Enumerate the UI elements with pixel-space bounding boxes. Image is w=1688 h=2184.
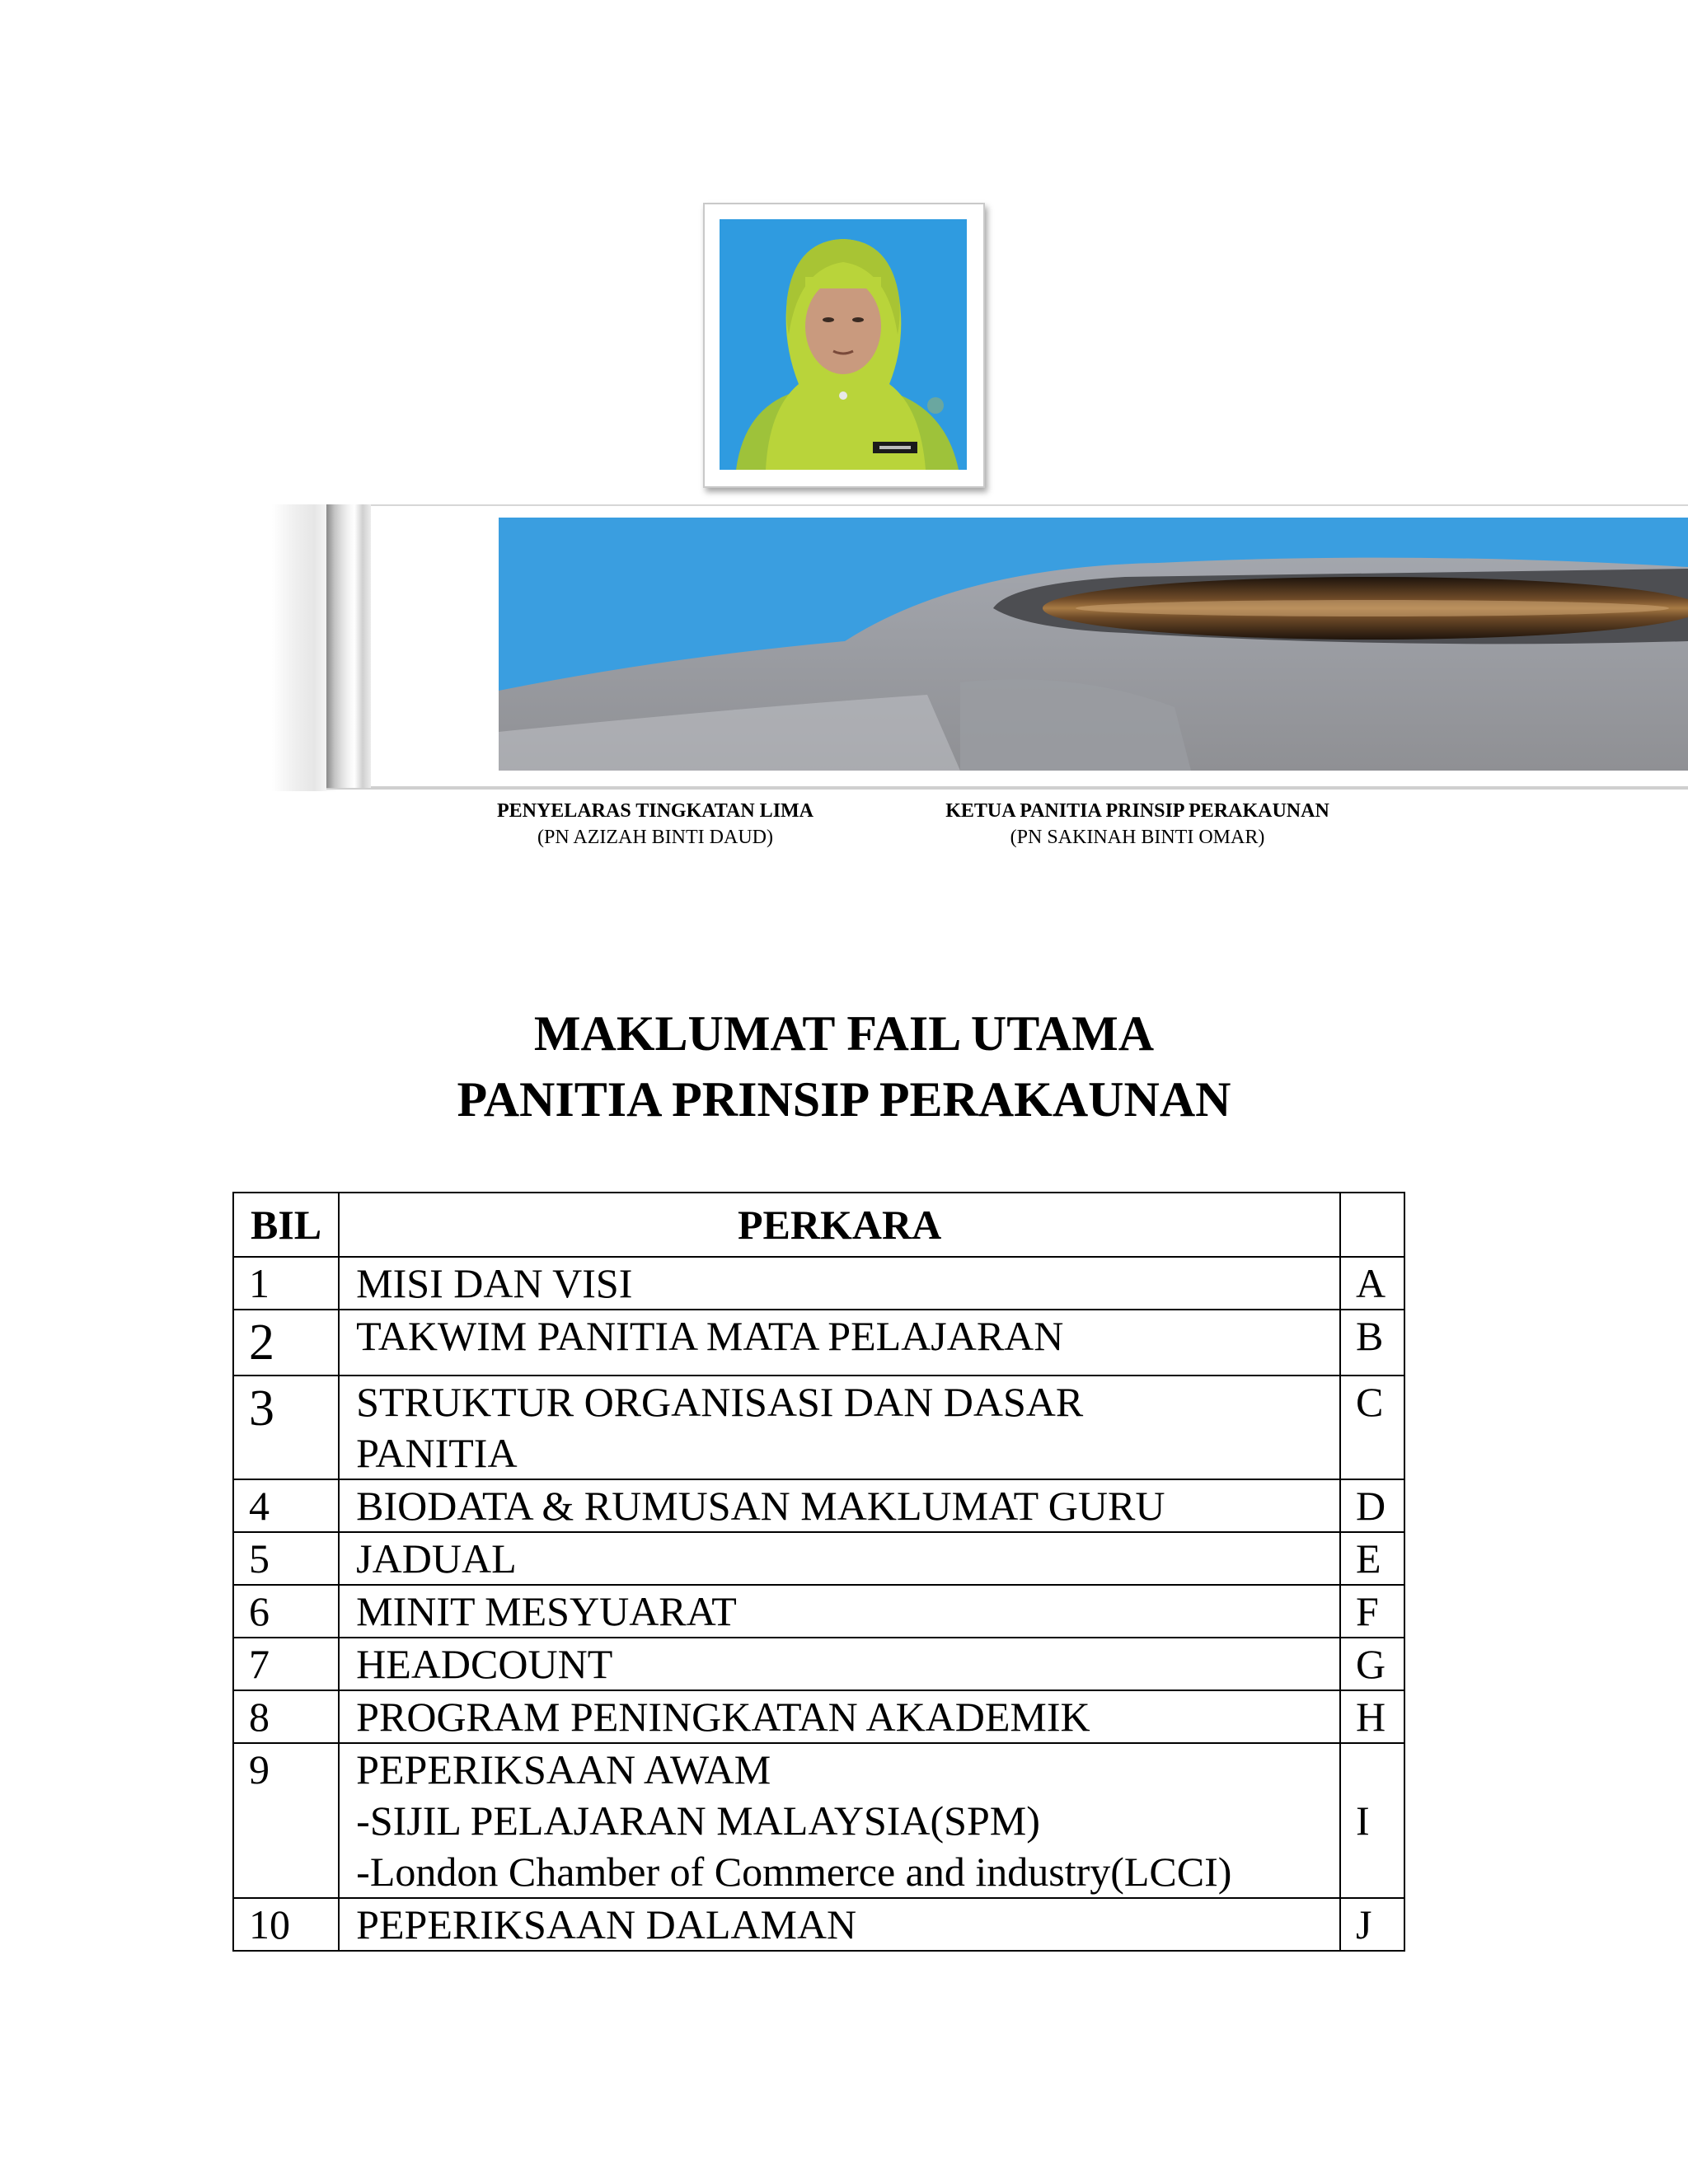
row-letter: J xyxy=(1340,1898,1404,1951)
row-number: 4 xyxy=(233,1479,339,1532)
row-perkara-text: TAKWIM PANITIA MATA PELAJARAN xyxy=(356,1313,1064,1359)
row-number: 2 xyxy=(233,1310,339,1376)
table-row xyxy=(233,1585,1404,1638)
banner-edge-stripes xyxy=(326,504,371,788)
row-letter: B xyxy=(1340,1310,1404,1376)
row-letter: E xyxy=(1340,1532,1404,1585)
row-number: 3 xyxy=(233,1376,339,1479)
signature-name: (PN SAKINAH BINTI OMAR) xyxy=(1010,827,1265,848)
row-perkara xyxy=(339,1257,1340,1310)
row-perkara-text: MISI DAN VISI xyxy=(356,1260,633,1306)
portrait-image xyxy=(720,219,967,470)
row-perkara xyxy=(339,1690,1340,1743)
row-perkara-text: PEPERIKSAAN AWAM xyxy=(356,1746,771,1793)
row-perkara-text: HEADCOUNT xyxy=(356,1641,613,1687)
contents-table xyxy=(232,1192,1405,1952)
table-row xyxy=(233,1376,1404,1479)
row-letter: D xyxy=(1340,1479,1404,1532)
row-letter: F xyxy=(1340,1585,1404,1638)
row-perkara xyxy=(339,1743,1340,1898)
row-number: 5 xyxy=(233,1532,339,1585)
row-perkara xyxy=(339,1479,1340,1532)
table-row xyxy=(233,1257,1404,1310)
table-header-row xyxy=(233,1193,1404,1257)
signature-penyelaras xyxy=(462,798,849,851)
row-letter: C xyxy=(1340,1376,1404,1479)
portrait-photo xyxy=(703,203,985,488)
row-perkara xyxy=(339,1585,1340,1638)
signature-role: KETUA PANITIA PRINSIP PERAKAUNAN xyxy=(945,800,1329,822)
row-number: 6 xyxy=(233,1585,339,1638)
row-number: 7 xyxy=(233,1638,339,1690)
row-perkara-text: PANITIA xyxy=(356,1430,518,1476)
row-number: 9 xyxy=(233,1743,339,1898)
document-title-line-1: MAKLUMAT FAIL UTAMA xyxy=(533,1006,1155,1061)
row-perkara-text: -SIJIL PELAJARAN MALAYSIA(SPM) xyxy=(356,1797,1040,1844)
table-row xyxy=(233,1532,1404,1585)
row-letter: H xyxy=(1340,1690,1404,1743)
table-row xyxy=(233,1898,1404,1951)
row-perkara-text: PEPERIKSAAN DALAMAN xyxy=(356,1901,857,1947)
table-row xyxy=(233,1310,1404,1376)
table-row xyxy=(233,1743,1404,1898)
signature-name: (PN AZIZAH BINTI DAUD) xyxy=(537,827,773,848)
row-perkara-text: PROGRAM PENINGKATAN AKADEMIK xyxy=(356,1694,1090,1740)
row-number: 1 xyxy=(233,1257,339,1310)
row-number: 10 xyxy=(233,1898,339,1951)
row-letter: G xyxy=(1340,1638,1404,1690)
row-perkara-text: STRUKTUR ORGANISASI DAN DASAR xyxy=(356,1379,1084,1425)
row-perkara-text: BIODATA & RUMUSAN MAKLUMAT GURU xyxy=(356,1483,1165,1529)
row-number: 8 xyxy=(233,1690,339,1743)
header-perkara: PERKARA xyxy=(339,1193,1340,1257)
row-perkara-text: JADUAL xyxy=(356,1535,517,1582)
table-row xyxy=(233,1638,1404,1690)
row-perkara xyxy=(339,1638,1340,1690)
row-perkara xyxy=(339,1310,1340,1376)
row-perkara-text: -London Chamber of Commerce and industry(LCCI) xyxy=(356,1849,1232,1895)
row-perkara xyxy=(339,1532,1340,1585)
header-letter xyxy=(1340,1193,1404,1257)
row-letter: A xyxy=(1340,1257,1404,1310)
table-row xyxy=(233,1479,1404,1532)
row-perkara-text: MINIT MESYUARAT xyxy=(356,1588,737,1634)
header-bil: BIL xyxy=(233,1193,339,1257)
signature-role: PENYELARAS TINGKATAN LIMA xyxy=(496,800,814,822)
row-perkara xyxy=(339,1898,1340,1951)
document-title-line-2: PANITIA PRINSIP PERAKAUNAN xyxy=(457,1072,1231,1127)
table-row xyxy=(233,1690,1404,1743)
row-perkara xyxy=(339,1376,1340,1479)
row-letter: I xyxy=(1340,1743,1404,1898)
signature-ketua-panitia xyxy=(903,798,1372,851)
banner-image xyxy=(499,518,1688,771)
